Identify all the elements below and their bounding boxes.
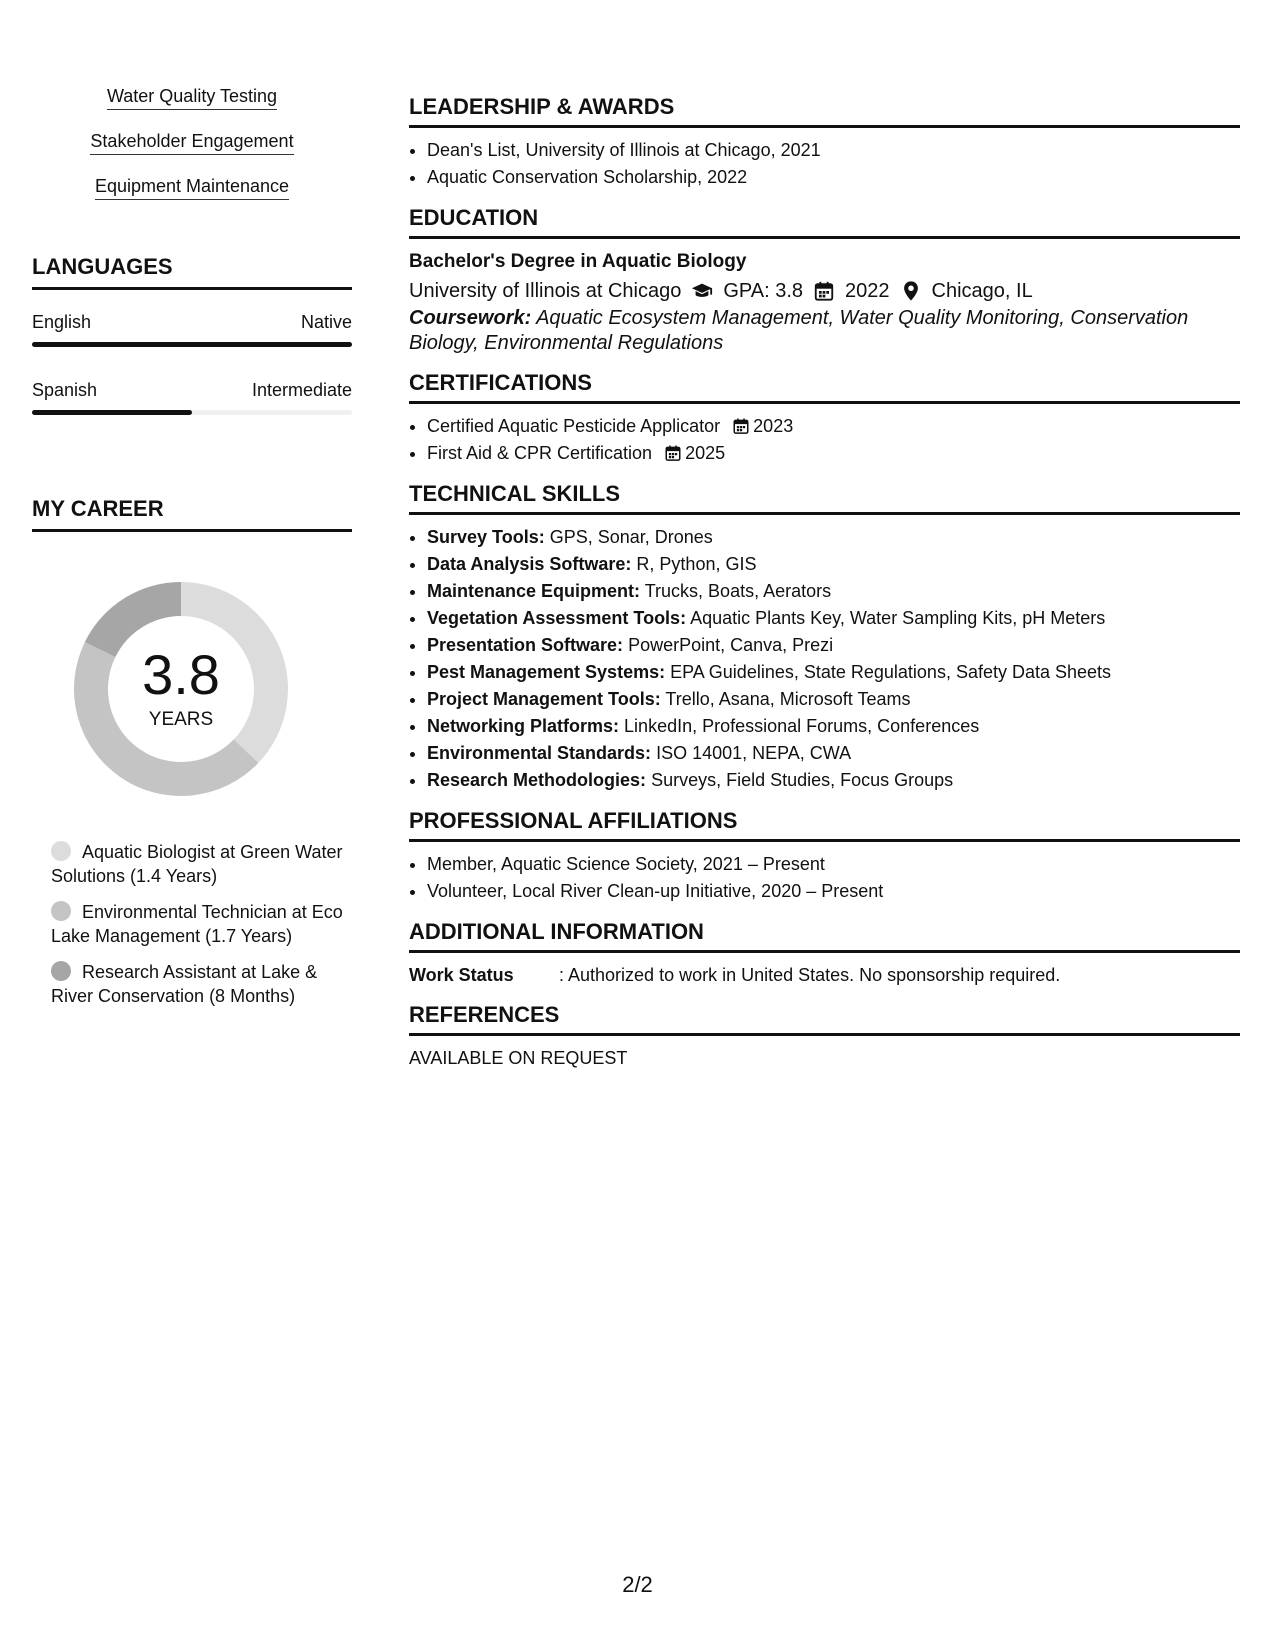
section-heading: TECHNICAL SKILLS	[409, 481, 1240, 515]
section-heading: REFERENCES	[409, 1002, 1240, 1036]
section-heading: EDUCATION	[409, 205, 1240, 239]
skill-tag: Equipment Maintenance	[95, 176, 289, 200]
skill-label: Maintenance Equipment:	[427, 581, 641, 601]
skill-tag: Stakeholder Engagement	[90, 131, 293, 155]
language-name: English	[32, 312, 92, 332]
language-bar-fill	[32, 410, 192, 415]
skill-label: Networking Platforms:	[427, 716, 620, 736]
language-item	[32, 312, 352, 347]
affiliations-section	[409, 808, 1240, 905]
graduation-year: 2022	[845, 280, 890, 302]
skill-item	[427, 713, 1240, 740]
legend-dot	[51, 841, 71, 861]
graduation-cap-icon	[691, 280, 713, 302]
location-pin-icon	[900, 280, 922, 302]
career-total-value: 3.8	[142, 643, 220, 706]
skill-value: LinkedIn, Professional Forums, Conferences	[624, 716, 980, 736]
school-location: Chicago, IL	[931, 280, 1033, 302]
skill-label: Project Management Tools:	[427, 689, 661, 709]
skill-label: Environmental Standards:	[427, 743, 652, 763]
coursework	[409, 306, 1240, 356]
page-number: 2/2	[622, 1572, 653, 1597]
career-legend-item	[51, 960, 352, 1008]
references-section	[409, 1002, 1240, 1071]
skill-value: Surveys, Field Studies, Focus Groups	[651, 770, 954, 790]
skill-item	[427, 659, 1240, 686]
list-item: • Aquatic Conservation Scholarship, 2022	[427, 164, 1240, 191]
career-heading: MY CAREER	[32, 496, 352, 532]
career-legend-item	[51, 840, 352, 888]
language-name: Spanish	[32, 380, 98, 400]
coursework-list: Aquatic Ecosystem Management, Water Quality Monitoring, Conservation Biology, Environmental Regulations	[409, 307, 1189, 354]
certification-year: 2025	[685, 443, 726, 463]
skill-label: Pest Management Systems:	[427, 662, 666, 682]
career-legend-label: Aquatic Biologist at Green Water Solutions (1.4 Years)	[51, 842, 343, 886]
section-heading: CERTIFICATIONS	[409, 370, 1240, 404]
career-donut-chart	[66, 574, 296, 804]
skill-item	[427, 605, 1240, 632]
calendar-icon	[664, 444, 682, 462]
skill-tag: Water Quality Testing	[107, 86, 277, 110]
skill-item	[427, 524, 1240, 551]
section-heading: PROFESSIONAL AFFILIATIONS	[409, 808, 1240, 842]
career-legend-item	[51, 900, 352, 948]
list-item: • Member, Aquatic Science Society, 2021 – Present	[427, 851, 1240, 878]
language-level: Intermediate	[251, 380, 352, 400]
skill-value: ISO 14001, NEPA, CWA	[656, 743, 852, 763]
education-meta	[409, 276, 1240, 306]
career-legend-label: Environmental Technician at Eco Lake Management (1.7 Years)	[51, 902, 343, 946]
certification-item	[427, 413, 1240, 440]
skill-label: Presentation Software:	[427, 635, 624, 655]
skill-item	[427, 686, 1240, 713]
skill-label: Survey Tools:	[427, 527, 545, 547]
language-bar	[32, 410, 352, 415]
education-section	[409, 205, 1240, 356]
career-legend	[32, 840, 352, 1008]
main-content	[409, 94, 1240, 1085]
list-item: • Dean's List, University of Illinois at Chicago, 2021	[427, 137, 1240, 164]
skill-item	[427, 740, 1240, 767]
calendar-icon	[813, 280, 835, 302]
skill-value: R, Python, GIS	[636, 554, 757, 574]
skill-item	[427, 767, 1240, 794]
list-item: • Volunteer, Local River Clean-up Initiative, 2020 – Present	[427, 878, 1240, 905]
language-item	[32, 380, 352, 415]
section-heading: ADDITIONAL INFORMATION	[409, 919, 1240, 953]
degree-title: Bachelor's Degree in Aquatic Biology	[409, 251, 747, 272]
coursework-label: Coursework:	[409, 307, 532, 329]
career-section	[32, 496, 352, 1020]
skill-item	[427, 578, 1240, 605]
certifications-section	[409, 370, 1240, 467]
legend-dot	[51, 901, 71, 921]
skill-item	[427, 632, 1240, 659]
section-heading: LEADERSHIP & AWARDS	[409, 94, 1240, 128]
languages-section	[32, 254, 352, 415]
skill-value: EPA Guidelines, State Regulations, Safety Data Sheets	[670, 662, 1112, 682]
skill-label: Vegetation Assessment Tools:	[427, 608, 687, 628]
language-bar-fill	[32, 342, 352, 347]
career-total-unit: YEARS	[148, 709, 214, 730]
certification-name: First Aid & CPR Certification	[427, 443, 653, 463]
calendar-icon	[732, 417, 750, 435]
skill-value: Trucks, Boats, Aerators	[644, 581, 832, 601]
work-status-value: : Authorized to work in United States. No sponsorship required.	[559, 965, 1061, 985]
language-bar	[32, 342, 352, 347]
legend-dot	[51, 961, 71, 981]
school-name: University of Illinois at Chicago	[409, 280, 682, 302]
skill-tags	[32, 86, 352, 221]
career-legend-label: Research Assistant at Lake & River Conservation (8 Months)	[51, 962, 318, 1006]
skill-item	[427, 551, 1240, 578]
work-status-row	[409, 962, 1240, 988]
work-status-label: Work Status	[409, 965, 514, 985]
skill-label: Research Methodologies:	[427, 770, 647, 790]
certification-name: Certified Aquatic Pesticide Applicator	[427, 416, 721, 436]
languages-heading: LANGUAGES	[32, 254, 352, 290]
certification-year: 2023	[753, 416, 794, 436]
references-text: AVAILABLE ON REQUEST	[409, 1048, 628, 1068]
skill-value: Trello, Asana, Microsoft Teams	[665, 689, 911, 709]
leadership-section	[409, 94, 1240, 191]
additional-info-section	[409, 919, 1240, 988]
certification-item	[427, 440, 1240, 467]
language-level: Native	[300, 312, 352, 332]
skill-value: PowerPoint, Canva, Prezi	[628, 635, 834, 655]
gpa: GPA: 3.8	[723, 280, 804, 302]
skill-value: Aquatic Plants Key, Water Sampling Kits, pH Meters	[690, 608, 1106, 628]
sidebar	[32, 86, 352, 1006]
skill-label: Data Analysis Software:	[427, 554, 632, 574]
technical-skills-section	[409, 481, 1240, 794]
skill-value: GPS, Sonar, Drones	[549, 527, 713, 547]
